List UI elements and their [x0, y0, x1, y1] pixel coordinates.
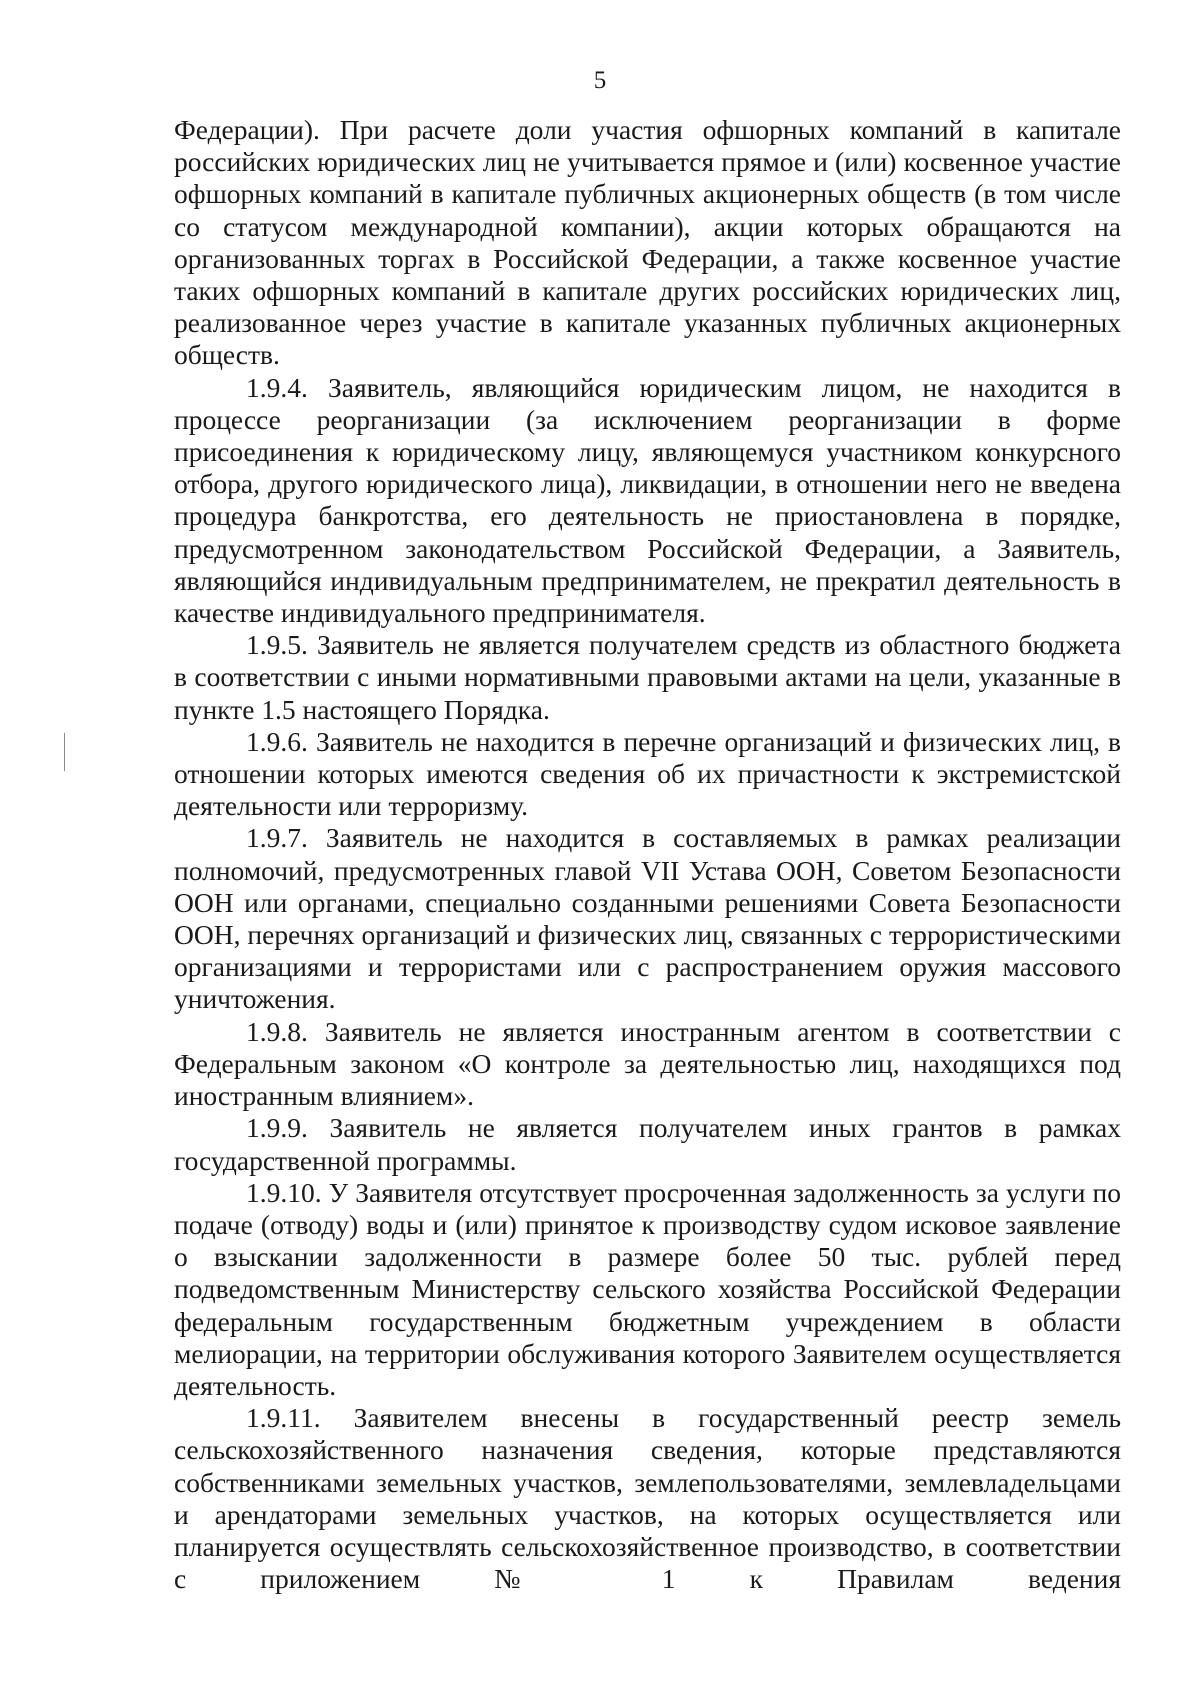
paragraph-1-9-11: 1.9.11. Заявителем внесены в государственный реестр земель сельскохозяйственного назначения сведения, которые представляются собственниками земельных участков, землепользователями, землевладельцами и арендаторами земельных участков, на которых осуществляется или планируется осуществлять сельскохозяйственное производство, в соответствии с приложением № 1 к Правилам ведения	[174, 1402, 1121, 1595]
paragraph-offshore-participation: Федерации). При расчете доли участия офшорных компаний в капитале российских юридических лиц не учитывается прямое и (или) косвенное участие офшорных компаний в капитале публичных акционерных обществ (в том числе со статусом международной компании), акции которых обращаются на организованных торгах в Российской Федерации, а также косвенное участие таких офшорных компаний в капитале других российских юридических лиц, реализованное через участие в капитале указанных публичных акционерных обществ.	[174, 114, 1121, 371]
document-body	[174, 114, 1121, 1595]
paragraph-1-9-4: 1.9.4. Заявитель, являющийся юридическим лицом, не находится в процессе реорганизации (за исключением реорганизации в форме присоединения к юридическому лицу, являющемуся участником конкурсного отбора, другого юридического лица), ликвидации, в отношении него не введена процедура банкротства, его деятельность не приостановлена в порядке, предусмотренном законодательством Российской Федерации, а Заявитель, являющийся индивидуальным предпринимателем, не прекратил деятельность в качестве индивидуального предпринимателя.	[174, 371, 1121, 629]
paragraph-1-9-8: 1.9.8. Заявитель не является иностранным агентом в соответствии с Федеральным законом «О контроле за деятельностью лиц, находящихся под иностранным влиянием».	[174, 1015, 1121, 1112]
paragraph-1-9-6: 1.9.6. Заявитель не находится в перечне организаций и физических лиц, в отношении которых имеются сведения об их причастности к экстремистской деятельности или терроризму.	[174, 725, 1121, 822]
page-number: 5	[593, 67, 607, 94]
paragraph-1-9-5: 1.9.5. Заявитель не является получателем средств из областного бюджета в соответствии с иными нормативными правовыми актами на цели, указанные в пункте 1.5 настоящего Порядка.	[174, 629, 1121, 725]
scan-margin-mark	[64, 733, 65, 771]
paragraph-1-9-7: 1.9.7. Заявитель не находится в составляемых в рамках реализации полномочий, предусмотренных главой VII Устава ООН, Советом Безопасности ООН или органами, специально созданными решениями Совета Безопасности ООН, перечнях организаций и физических лиц, связанных с террористическими организациями и террористами или с распространением оружия массового уничтожения.	[174, 822, 1121, 1015]
paragraph-1-9-10: 1.9.10. У Заявителя отсутствует просроченная задолженность за услуги по подаче (отводу) воды и (или) принятое к производству судом исковое заявление о взыскании задолженности в размере более 50 тыс. рублей перед подведомственным Министерству сельского хозяйства Российской Федерации федеральным государственным бюджетным учреждением в области мелиорации, на территории обслуживания которого Заявителем осуществляется деятельность.	[174, 1176, 1121, 1401]
paragraph-1-9-9: 1.9.9. Заявитель не является получателем иных грантов в рамках государственной программы.	[174, 1112, 1121, 1176]
